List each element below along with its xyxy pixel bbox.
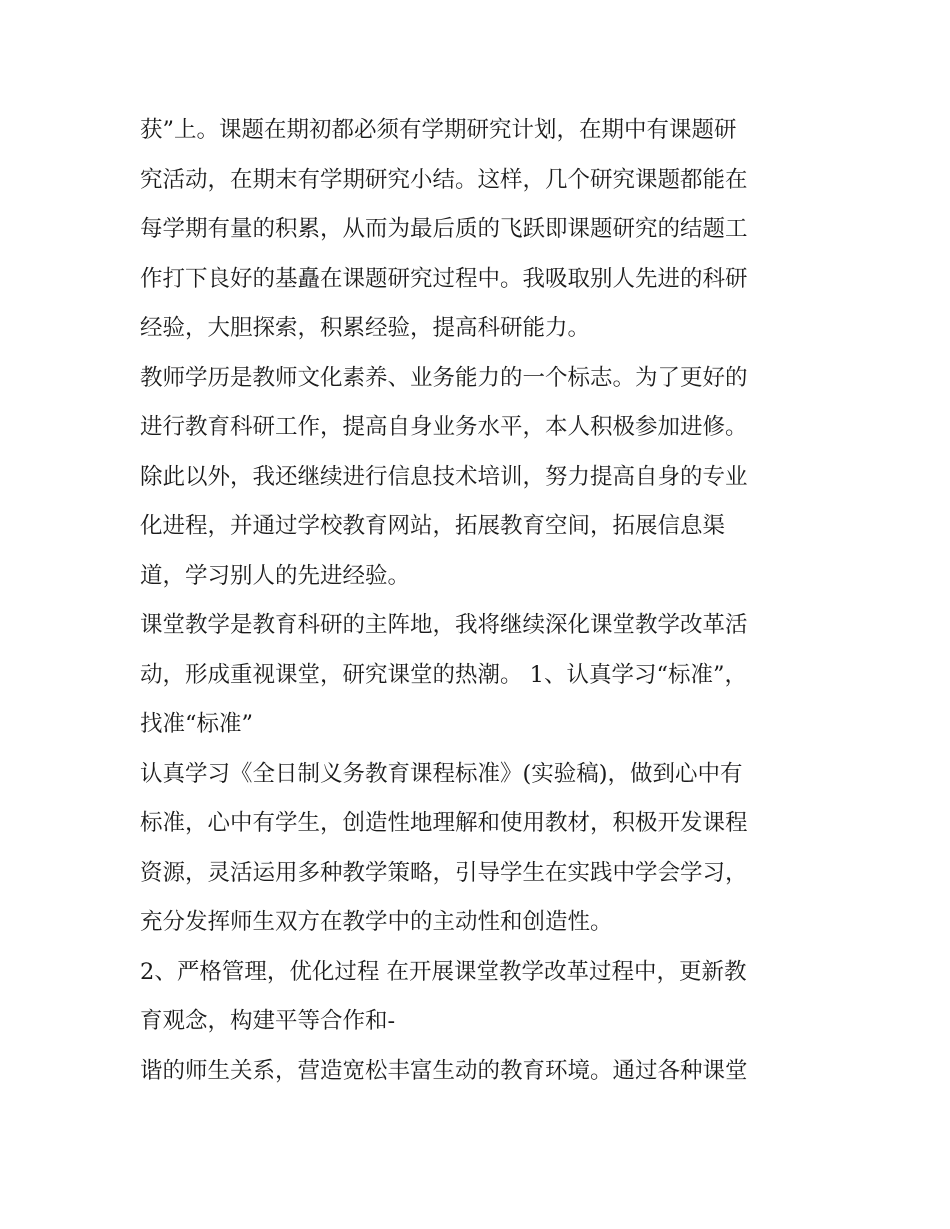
text-line: 找准“标准” xyxy=(140,711,254,737)
text-line: 课堂教学是教育科研的主阵地，我将继续深化课堂教学改革活 xyxy=(140,612,748,638)
text-line: 谐的师生关系，营造宽松丰富生动的教育环境。通过各种课堂 xyxy=(140,1057,748,1084)
text-line: 化进程，并通过学校教育网站，拓展教育空间，拓展信息渠 xyxy=(140,513,726,539)
text-line: 进行教育科研工作，提高自身业务水平，本人积极参加进修。 xyxy=(140,414,748,440)
text-line: 2、严格管理，优化过程 在开展课堂教学改革过程中，更新教 xyxy=(140,958,747,985)
text-line: 资源，灵活运用多种教学策略，引导学生在实践中学会学习， xyxy=(140,859,748,886)
text-line: 获”上。课题在期初都必须有学期研究计划，在期中有课题研 xyxy=(140,117,737,143)
text-line: 充分发挥师生双方在教学中的主动性和创造性。 xyxy=(140,909,613,935)
text-line: 道，学习别人的先进经验。 xyxy=(140,562,411,589)
text-line: 标准，心中有学生，创造性地理解和使用教材，积极开发课程 xyxy=(140,810,748,836)
text-line: 究活动，在期末有学期研究小结。这样，几个研究课题都能在 xyxy=(140,166,748,193)
text-line: 经验，大胆探索，积累经验，提高科研能力。 xyxy=(140,315,591,341)
text-line: 每学期有量的积累，从而为最后质的飞跃即课题研究的结题工 xyxy=(140,216,748,242)
text-line: 作打下良好的基矗在课题研究过程中。我吸取别人先进的科研 xyxy=(140,265,748,292)
text-line: 动，形成重视课堂，研究课堂的热潮。 1、认真学习“标准”， xyxy=(140,661,747,688)
text-line: 认真学习《全日制义务教育课程标准》(实验稿)，做到心中有 xyxy=(140,760,743,787)
text-line: 除此以外，我还继续进行信息技术培训，努力提高自身的专业 xyxy=(140,463,748,490)
text-line: 育观念，构建平等合作和- xyxy=(140,1008,396,1034)
document-body xyxy=(140,106,820,1096)
text-line: 教师学历是教师文化素养、业务能力的一个标志。为了更好的 xyxy=(140,364,748,391)
